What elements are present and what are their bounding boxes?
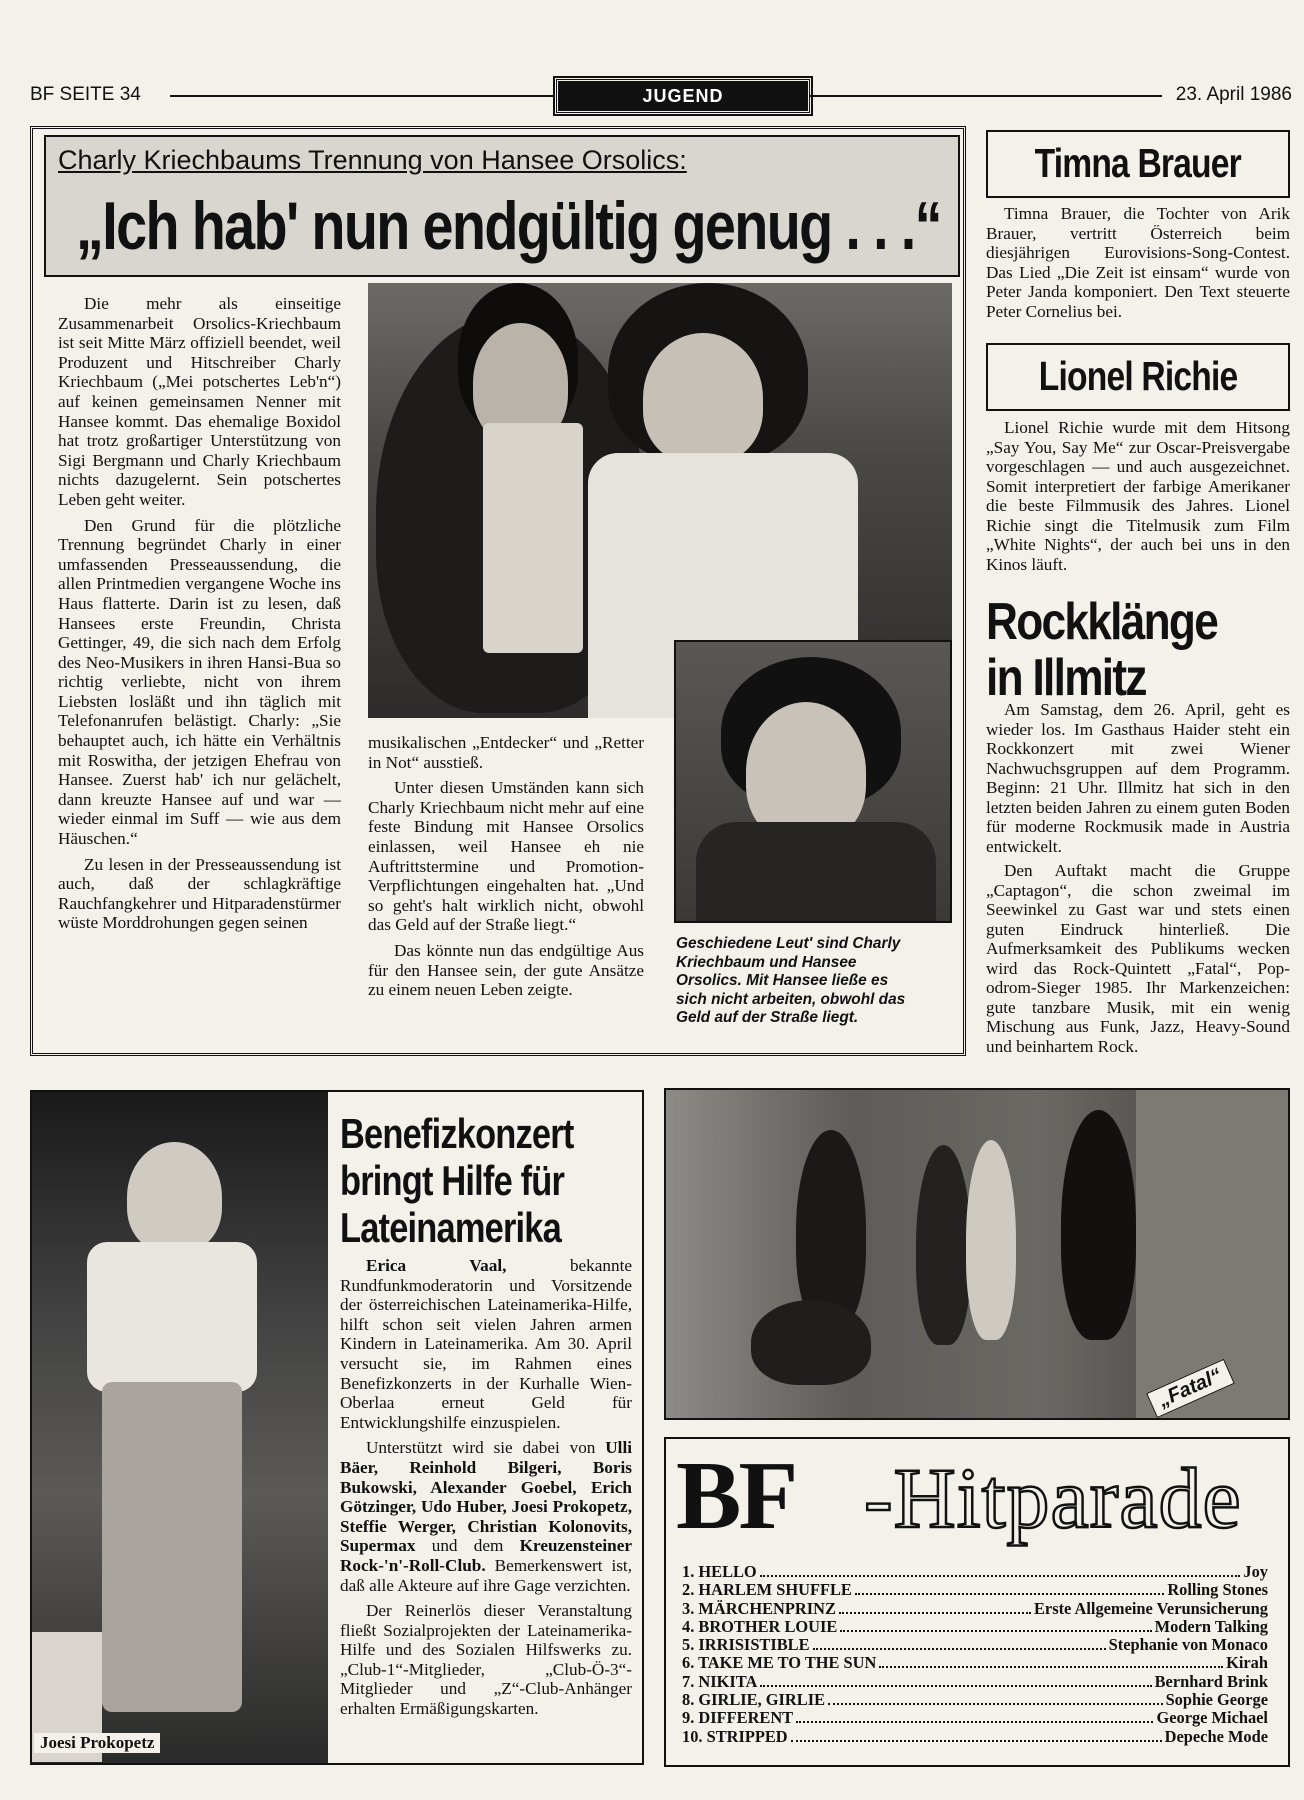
band-label: „Fatal“ <box>1146 1359 1234 1418</box>
section-label: JUGEND <box>555 78 811 114</box>
dot-leader <box>760 1575 1241 1577</box>
rock-paragraph: Am Samstag, dem 26. April, geht es wieder los. Im Gasthaus Haider steht ein Rockkonzert mit zwei Wiener Nachwuchsgruppen auf dem Programm. Beginn: 21 Uhr. Illmitz hat sich in den letzten beiden Jahren zu einem guten Boden für moderne Rockmusik made in Austria entwickelt. <box>986 700 1290 856</box>
benefiz-title-line-1: Benefizkonzert <box>340 1110 574 1157</box>
song-title: 9. DIFFERENT <box>682 1708 794 1728</box>
hitparade-title-name: -Hitparade <box>864 1450 1242 1546</box>
song-artist: Kirah <box>1226 1653 1268 1673</box>
song-artist: Joy <box>1243 1562 1268 1581</box>
story-paragraph: Das könnte nun das endgültige Aus für den Hansee sein, der gute Ansätze zu einem neuen Leben zeigte. <box>368 940 644 1000</box>
dot-leader <box>839 1612 1031 1614</box>
photo-tshirt <box>87 1242 257 1392</box>
dot-leader <box>840 1630 1151 1632</box>
photo-jacket <box>696 822 936 923</box>
story-paragraph: Die mehr als einseitige Zusammenarbeit Orsolics-Kriechbaum ist seit Mitte März offiziell beendet, weil Produzent und Hitschreiber Charly Kriechbaum („Mei potschertes Leb'n“) auf keinen gemeinsamen Nenner mit Hansee kommt. Das ehemalige Boxidol hat trotz großartiger Unterstützung von Sigi Bergmann und Charly Kriechbaum nichts dazugelernt. Sein potschertes Leben geht weiter. <box>58 294 341 509</box>
story-paragraph: Zu lesen in der Presseaussendung ist auch, daß der schlagkräftige Rauchfangkehrer und Hitparadenstürmer wüste Morddrohungen gegen seinen <box>58 854 341 933</box>
song-artist: Stephanie von Monaco <box>1108 1635 1268 1655</box>
photo-figure <box>916 1145 971 1345</box>
song-artist: Bernhard Brink <box>1154 1671 1268 1691</box>
page-header <box>30 78 1292 116</box>
benefiz-text: und dem <box>415 1536 520 1556</box>
photo-figure <box>1061 1110 1136 1340</box>
song-artist: Depeche Mode <box>1164 1726 1268 1746</box>
benefiz-title-line-2: bringt Hilfe für <box>340 1157 565 1204</box>
benefiz-paragraph <box>340 1438 632 1595</box>
song-title: 8. GIRLIE, GIRLIE <box>682 1690 826 1710</box>
story-paragraph: Unter diesen Umständen kann sich Charly Kriechbaum nicht mehr auf eine feste Bindung mit Hansee Orsolics einlassen, weil Hansee eh nie Auftrittstermine und Promotion-Verpflichtungen eingehalten hat. „Und so geht's halt wirklich nicht, obwohl das Geld auf der Straße liegt.“ <box>368 778 644 935</box>
benefiz-title-line-3: Lateinamerika <box>340 1204 561 1251</box>
timna-title: Timna Brauer <box>1034 140 1242 186</box>
dot-leader <box>791 1740 1162 1742</box>
photo-jeans <box>102 1382 242 1712</box>
lionel-article <box>986 418 1290 579</box>
story-kicker: Charly Kriechbaums Trennung von Hansee Orsolics: <box>58 145 687 175</box>
song-title: 4. BROTHER LOUIE <box>682 1616 838 1636</box>
portrait-photo <box>674 640 952 923</box>
song-artist: George Michael <box>1156 1708 1268 1728</box>
hitparade-entry <box>682 1600 1268 1618</box>
benefiz-name: Erica Vaal, <box>366 1256 507 1275</box>
photo-figure <box>751 1300 871 1385</box>
dot-leader <box>828 1703 1163 1705</box>
story-column-2 <box>368 733 644 1006</box>
song-title: 5. IRRISISTIBLE <box>682 1635 810 1655</box>
hitparade-list <box>682 1563 1268 1746</box>
hitparade-entry <box>682 1581 1268 1599</box>
page-number: BF SEITE 34 <box>30 84 141 105</box>
hitparade-entry <box>682 1618 1268 1636</box>
rock-title-line-2: in Illmitz <box>986 649 1146 707</box>
benefiz-text: Bemerkenswert ist, daß alle Akteure auf ihre Gage verzichten. <box>340 1555 632 1595</box>
benefiz-text: bekannte Rundfunkmoderatorin und Vorsitzende der österreichischen Lateinamerika-Hilfe, hilft schon seit vielen Jahren armen Kindern in Lateinamerika. Am 30. April versucht sie, im Rahmen eines Benefizkonzerts in der Kurhalle Wien-Oberlaa erneut Geld für Entwicklungshilfe einzuspielen. <box>340 1256 632 1432</box>
timna-text: Timna Brauer, die Tochter von Arik Brauer, vertritt Österreich beim diesjährigen Eurovisions-Song-Contest. Das Lied „Die Zeit ist einsam“ wurde von Peter Janda komponiert. Den Text steuerte Peter Cornelius bei. <box>986 204 1290 321</box>
song-title: 3. MÄRCHENPRINZ <box>682 1598 836 1618</box>
header-rule-right <box>810 95 1162 97</box>
lionel-text: Lionel Richie wurde mit dem Hitsong „Say You, Say Me“ zur Oscar-Preisvergabe vorgeschlagen — und auch ausgezeichnet. Somit interpretiert der farbige Amerikaner die beste Filmmusik des Jahres. Lionel Richie singt die Titelmusik zum Film „White Nights“, der auch bei uns in den Kinos läuft. <box>986 418 1290 574</box>
benefiz-article <box>340 1256 632 1725</box>
lionel-title: Lionel Richie <box>1038 353 1238 399</box>
rock-paragraph: Den Auftakt macht die Gruppe „Captagon“, die schon zweimal im Seewinkel zu Gast war und stets einen guten Eindruck hinterließ. Die Aufmerksamkeit des Publikums wecken wird das Rock-Quintett „Fatal“, Pop-odrom-Sieger 1985. Ihr Markenzeichen: gute tanzbare Musik, mit ein wenig Mischung aus Funk, Jazz, Heavy-Sound und beinhartem Rock. <box>986 861 1290 1056</box>
benefiz-paragraph <box>340 1256 632 1432</box>
rock-article <box>986 700 1290 1061</box>
issue-date: 23. April 1986 <box>1175 84 1292 105</box>
concert-photo <box>32 1092 328 1763</box>
lionel-title-box <box>986 343 1290 411</box>
photo-head <box>127 1142 222 1252</box>
hitparade-entry <box>682 1728 1268 1746</box>
benefiz-text: Unterstützt wird sie dabei von <box>366 1438 606 1458</box>
benefiz-headline <box>340 1110 586 1251</box>
song-title: 7. NIKITA <box>682 1671 758 1691</box>
song-title: 1. HELLO <box>682 1562 757 1581</box>
dot-leader <box>879 1666 1223 1668</box>
benefiz-club: Kreuzensteiner Rock-'n'-Roll-Club. <box>340 1536 632 1575</box>
hitparade-entry <box>682 1673 1268 1691</box>
song-artist: Rolling Stones <box>1167 1580 1268 1600</box>
song-artist: Erste Allgemeine Verunsicherung <box>1033 1598 1268 1618</box>
photo-face-woman <box>643 333 763 463</box>
concert-caption: Joesi Prokopetz <box>34 1733 160 1753</box>
song-title: 6. TAKE ME TO THE SUN <box>682 1653 877 1673</box>
photo-shirt <box>483 423 583 653</box>
dot-leader <box>796 1721 1153 1723</box>
photo-figure <box>966 1140 1016 1340</box>
rock-headline <box>986 594 1241 706</box>
dot-leader <box>813 1648 1106 1650</box>
song-title: 10. STRIPPED <box>682 1726 788 1746</box>
story-paragraph: musikalischen „Entdecker“ und „Retter in Not“ ausstieß. <box>368 733 644 772</box>
hitparade-entry <box>682 1654 1268 1672</box>
header-rule-left <box>170 95 555 97</box>
hitparade-entry <box>682 1636 1268 1654</box>
song-artist: Modern Talking <box>1154 1616 1268 1636</box>
hitparade-entry <box>682 1709 1268 1727</box>
rock-title-line-1: Rockklänge <box>986 593 1218 651</box>
photo-caption: Geschiedene Leut' sind Charly Kriechbaum und Hansee Orsolics. Mit Hansee ließe es sich nicht arbeiten, obwohl das Geld auf der Straße liegt. <box>676 935 906 1026</box>
song-title: 2. HARLEM SHUFFLE <box>682 1580 852 1600</box>
benefiz-artists: Ulli Bäer, Reinhold Bilgeri, Boris Bukowski, Alexander Goebel, Erich Götzinger, Udo Huber, Joesi Prokopetz, Steffie Werger, Christian Kolonovits, Supermax <box>340 1438 632 1556</box>
song-artist: Sophie George <box>1165 1690 1268 1710</box>
story-headline: „Ich hab' nun endgültig genug . . .“ <box>76 188 941 264</box>
timna-article <box>986 204 1290 326</box>
hitparade-entry <box>682 1691 1268 1709</box>
headline-box <box>44 135 960 277</box>
timna-title-box <box>986 130 1290 198</box>
dot-leader <box>855 1593 1165 1595</box>
story-column-1 <box>58 294 341 939</box>
benefiz-paragraph: Der Reinerlös dieser Veranstaltung fließt Sozialprojekten der Lateinamerika-Hilfe und des Sozialen Hilfswerks zu. „Club-1“-Mitglieder, „Club-Ö-3“-Mitglieder und „Z“-Club-Anhänger erhalten Ermäßigungskarten. <box>340 1601 632 1719</box>
dot-leader <box>760 1685 1151 1687</box>
hitparade-title-bf: BF <box>676 1442 796 1550</box>
hitparade-entry <box>682 1563 1268 1581</box>
story-paragraph: Den Grund für die plötzliche Trennung begründet Charly in einer umfassenden Presseaussendung, die allen Printmedien vergangene Woche ins Haus flatterte. Darin ist zu lesen, daß Hansees erste Freundin, Christa Gettinger, 49, die sich nach dem Erfolg des Neo-Musikers in ihren Hansi-Bua so richtig verliebte, nicht von ihrem Liebsten losläßt und ihn täglich mit Telefonanrufen belästigt. Charly: „Sie behauptet auch, ich hätte ein Verhältnis mit Roswitha, der jetzigen Ehefrau von Hansee. Zuerst hab' ich nur gelächelt, dann kreuzte Hansee auf und war — wieder einmal im Suff — wie aus dem Häuschen.“ <box>58 515 341 849</box>
hitparade-title <box>674 1440 1286 1554</box>
photo-face <box>746 702 866 842</box>
